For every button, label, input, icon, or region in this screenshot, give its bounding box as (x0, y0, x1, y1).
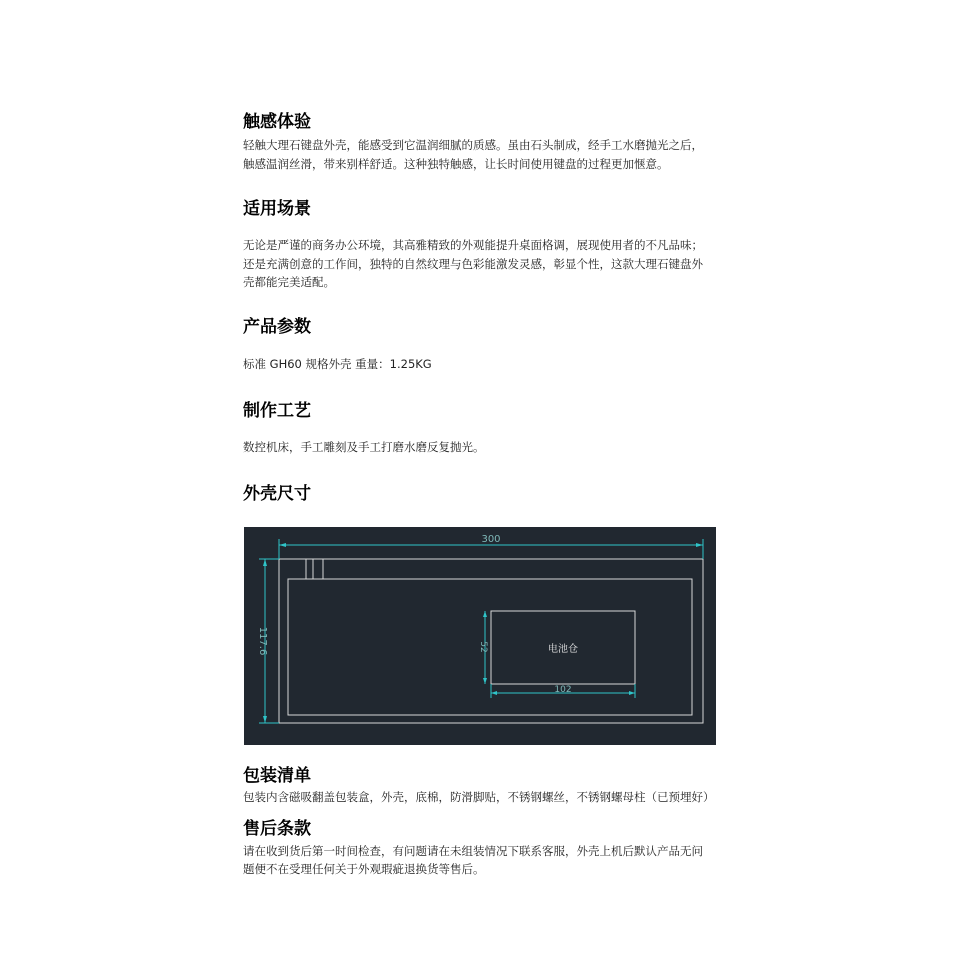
arrow (263, 559, 267, 566)
arrow (263, 716, 267, 723)
dimension-arrows (263, 543, 703, 723)
height-label: 117.6 (257, 626, 268, 656)
arrow (279, 543, 286, 547)
section-heading-craft: 制作工艺 (243, 401, 311, 421)
section-heading-scene: 适用场景 (243, 199, 311, 219)
section-heading-package: 包装清单 (243, 766, 311, 786)
width-label: 300 (481, 534, 501, 545)
section-text-scene-line3: 壳都能完美适配。 (243, 275, 335, 289)
arrow (483, 678, 487, 684)
section-text-aftersale-line2: 题便不在受理任何关于外观瑕疵退换货等售后。 (243, 862, 485, 876)
section-heading-params: 产品参数 (243, 317, 311, 337)
case-inner-outline (288, 579, 692, 715)
arrow (491, 691, 497, 695)
section-text-scene-line2: 还是充满创意的工作间，独特的自然纹理与色彩能激发灵感，彰显个性，这款大理石键盘外 (243, 257, 703, 271)
section-heading-touch: 触感体验 (243, 112, 311, 132)
arrow (483, 611, 487, 617)
section-text-touch-line2: 触感温润丝滑，带来别样舒适。这种独特触感，让长时间使用键盘的过程更加惬意。 (243, 157, 669, 171)
section-text-package: 包装内含磁吸翻盖包装盒，外壳，底棉，防滑脚贴，不锈钢螺丝，不锈钢螺母柱（已预埋好） (243, 790, 715, 804)
dimension-lines (259, 539, 703, 723)
battery-height-label: 52 (478, 641, 488, 653)
section-text-scene-line1: 无论是严谨的商务办公环境，其高雅精致的外观能提升桌面格调，展现使用者的不凡品味； (243, 238, 703, 252)
case-outline (279, 559, 703, 723)
battery-width-label: 102 (554, 685, 572, 695)
section-heading-aftersale: 售后条款 (243, 819, 311, 839)
section-text-params: 标准 GH60 规格外壳 重量：1.25KG (243, 357, 432, 371)
section-text-craft: 数控机床，手工雕刻及手工打磨水磨反复抛光。 (243, 440, 485, 454)
section-text-aftersale-line1: 请在收到货后第一时间检查，有问题请在未组装情况下联系客服，外壳上机后默认产品无问 (243, 844, 703, 858)
case-dimension-drawing (244, 527, 716, 745)
arrow (629, 691, 635, 695)
battery-label: 电池仓 (548, 644, 578, 655)
arrow (696, 543, 703, 547)
section-heading-size: 外壳尺寸 (243, 484, 311, 504)
section-text-touch-line1: 轻触大理石键盘外壳，能感受到它温润细腻的质感。虽由石头制成，经手工水磨抛光之后， (243, 138, 703, 152)
case-dimension-svg (244, 527, 716, 745)
